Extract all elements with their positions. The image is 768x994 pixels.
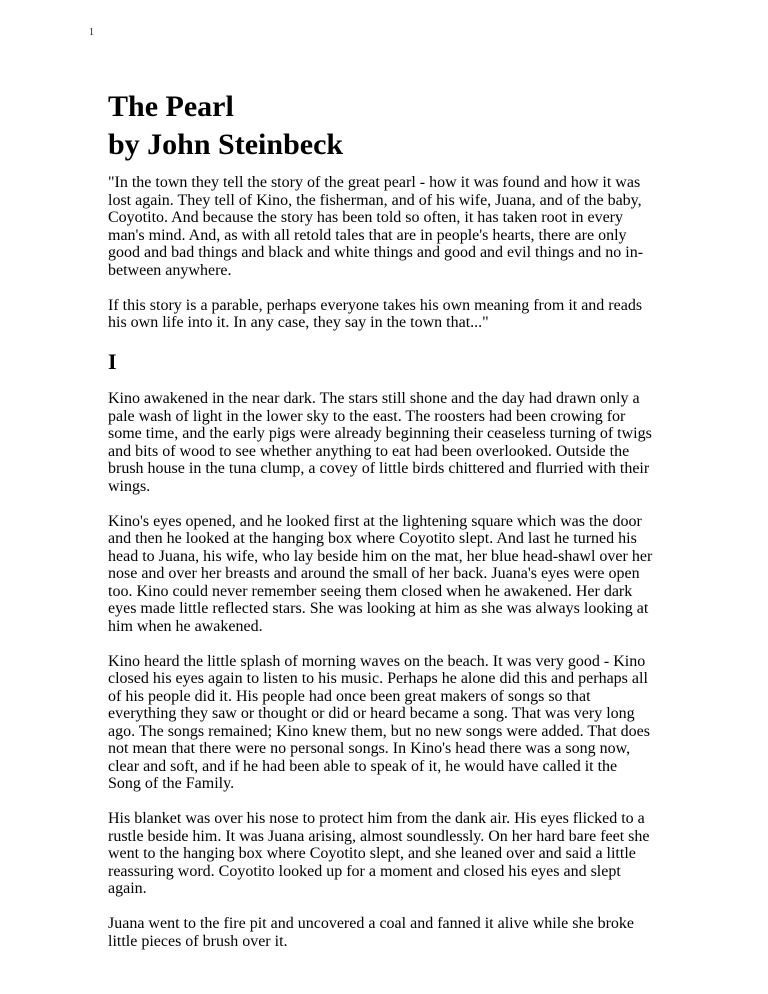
chapter-paragraph-2: Kino's eyes opened, and he looked first at the lightening square which was the door and then he looked at the hanging box where Coyotito slept. And last he turned his head to Juana, his wife, who lay beside him on the mat, her blue head-shawl over her nose and over her breasts and around the small of her back. Juana's eyes were open too. Kino could never remember seeing them closed when he awakened. Her dark eyes made little reflected stars. She was looking at him as she was always looking at him when he awakened. <box>108 512 653 635</box>
intro-paragraph-2: If this story is a parable, perhaps everyone takes his own meaning from it and reads his own life into it. In any case, they say in the town that..." <box>108 296 643 331</box>
chapter-paragraph-3: Kino heard the little splash of morning waves on the beach. It was very good - Kino closed his eyes again to listen to his music. Perhaps he alone did this and perhaps all of his people did it. His people had once been great makers of songs so that everything they saw or thought or did or heard became a song. That was very long ago. The songs remained; Kino knew them, but no new songs were added. That does not mean that there were no personal songs. In Kino's head there was a song now, clear and soft, and if he had been able to speak of it, he would have called it the Song of the Family. <box>108 652 650 792</box>
chapter-paragraph-1: Kino awakened in the near dark. The stars still shone and the day had drawn only a pale wash of light in the lower sky to the east. The roosters had been crowing for some time, and the early pigs were already beginning their ceaseless turning of twigs and bits of wood to see whether anything to eat had been overlooked. Outside the brush house in the tuna clump, a covey of little birds chittered and flurried with their wings. <box>108 390 652 495</box>
book-title <box>108 88 653 164</box>
title-text: The Pearl <box>108 90 234 123</box>
author-text: by John Steinbeck <box>108 128 344 161</box>
intro-paragraph-1: "In the town they tell the story of the great pearl - how it was found and how it was lost again. They tell of Kino, the fisherman, and of his wife, Juana, and of the baby, Coyotito. And because the story has been told so often, it has taken root in every man's mind. And, as with all retold tales that are in people's hearts, there are only good and bad things and black and white things and good and evil things and no in-between anywhere. <box>108 174 644 279</box>
chapter-heading: I <box>108 349 117 374</box>
page-number: 1 <box>89 27 94 38</box>
chapter-paragraph-5: Juana went to the fire pit and uncovered a coal and fanned it alive while she broke little pieces of brush over it. <box>108 915 635 950</box>
chapter-paragraph-4: His blanket was over his nose to protect him from the dank air. His eyes flicked to a rustle beside him. It was Juana arising, almost soundlessly. On her hard bare feet she went to the hanging box where Coyotito slept, and she leaned over and said a little reassuring word. Coyotito looked up for a moment and closed his eyes and slept again. <box>108 810 650 897</box>
page-content <box>108 88 653 968</box>
